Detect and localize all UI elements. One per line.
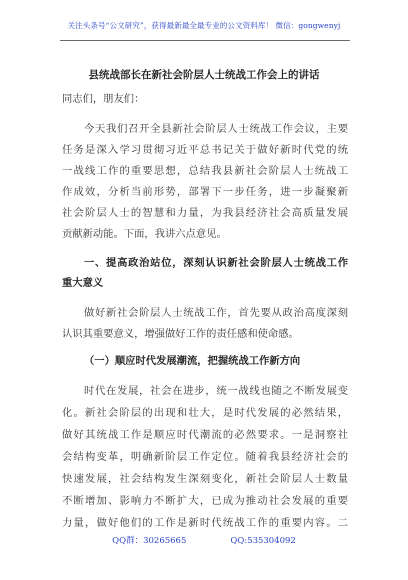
paragraph-line: 一战线工作的重要思想，总结我县新社会阶层人士统战工 — [62, 165, 348, 177]
paragraph-line: 快速发展，社会结构发生深刻变化，新社会阶层人士数量 — [62, 473, 348, 485]
footer-contact — [0, 534, 408, 546]
paragraph-line: 社会阶层人士的智慧和力量，为我县经济社会高质量发展 — [62, 207, 348, 219]
paragraph-line: 做好新社会阶层人士统战工作，首先要从政治高度深刻 — [84, 307, 348, 319]
paragraph-line: 不断增加、影响力不断扩大，已成为推动社会发展的重要 — [62, 495, 348, 507]
document-title: 县统战部长在新社会阶层人士统战工作会上的讲话 — [88, 69, 320, 81]
paragraph-line: 作成效，分析当前形势，部署下一步任务，进一步凝聚新 — [62, 186, 348, 198]
qq-number-text: QQ:535304092 — [230, 536, 296, 546]
subsection-heading: （一）顺应时代发展潮流，把握统战工作新方向 — [84, 355, 301, 367]
paragraph-line: 做好其统战工作是顺应时代潮流的必然要求。一是洞察社 — [62, 429, 348, 441]
salutation-line: 同志们，朋友们： — [62, 93, 145, 105]
paragraph-line: 化。新社会阶层的出现和壮大，是时代发展的必然结果， — [62, 407, 348, 419]
paragraph-line: 时代在发展，社会在进步，统一战线也随之不断发展变 — [84, 385, 348, 397]
paragraph-line: 任务是深入学习贯彻习近平总书记关于做好新时代党的统 — [62, 144, 348, 156]
paragraph-line: 贡献新动能。下面，我讲六点意见。 — [62, 228, 227, 240]
paragraph-line: 力量，做好他们的工作是新时代统战工作的重要内容。二 — [62, 517, 348, 529]
qq-group-text: QQ群：30265665 — [112, 536, 187, 546]
header-divider — [60, 40, 350, 41]
paragraph-line: 认识其重要意义，增强做好工作的责任感和使命感。 — [62, 328, 299, 340]
paragraph-line: 今天我们召开全县新社会阶层人士统战工作会议，主要 — [84, 123, 348, 135]
section-heading: 重大意义 — [62, 277, 104, 289]
paragraph-line: 会结构变革，明确新阶层工作定位。随着我县经济社会的 — [62, 451, 348, 463]
section-heading: 一、提高政治站位，深刻认识新社会阶层人士统战工作 — [84, 257, 348, 269]
header-banner: 关注头条号“公文研究”，获得最新最全最专业的公文资料库！ 微信：gongwenyj — [67, 21, 341, 30]
